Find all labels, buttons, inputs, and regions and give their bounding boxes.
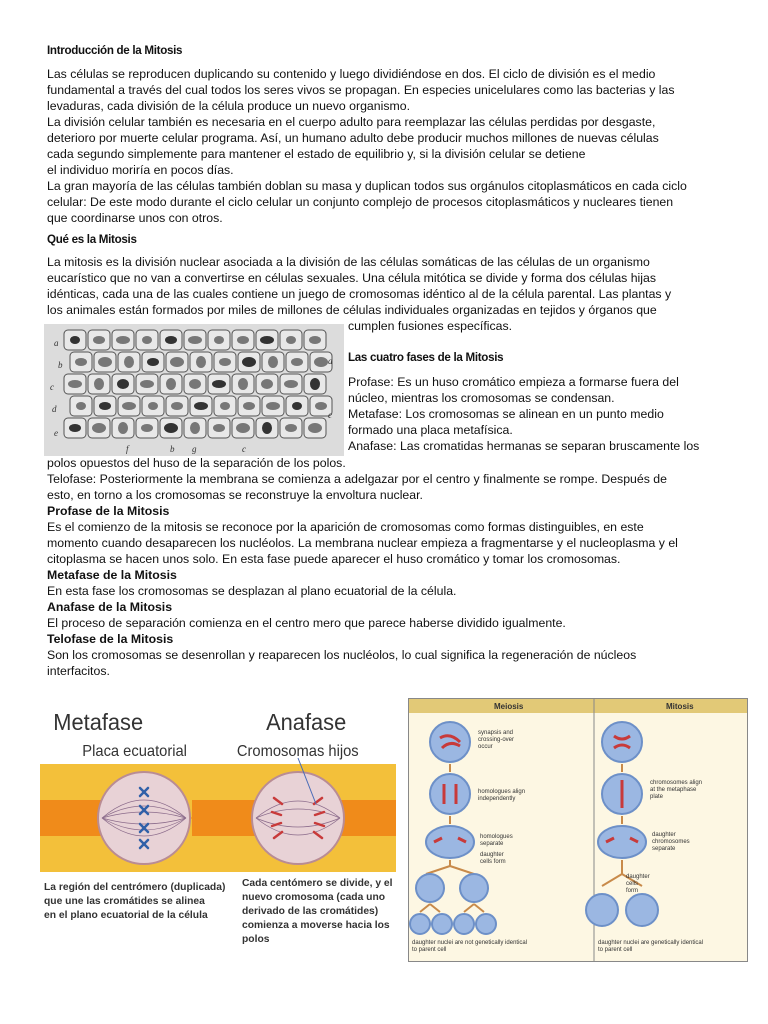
meiosis-note: occur <box>478 744 493 750</box>
tissue-nucleus <box>268 356 278 368</box>
intro-p3-line: La gran mayoría de las células también doblan su masa y duplican todos sus orgánulos citoplasmáticos en cada ciclo <box>47 179 687 193</box>
tissue-nucleus <box>220 402 230 410</box>
tissue-nucleus <box>284 380 298 388</box>
tissue-nucleus <box>213 424 225 432</box>
intro-p2-line: deterioro por muerte celular programa. Así, un humano adulto debe producir muchos millones de nuevas células <box>47 131 659 145</box>
anafase-line: El proceso de separación comienza en el centro mero que parece haberse dividido igualmente. <box>47 616 566 630</box>
meiosis-note: separate <box>480 841 504 847</box>
telofase-title: Telofase de la Mitosis <box>47 632 174 646</box>
tissue-nucleus <box>308 423 322 433</box>
tissue-label: f <box>126 444 129 454</box>
tissue-nucleus <box>266 402 280 410</box>
tissue-label: a <box>54 338 59 348</box>
caption-right-line: derivado de las cromátides) <box>242 906 379 917</box>
what-section <box>47 254 747 318</box>
cell-tissue-figure <box>44 324 344 456</box>
tissue-nucleus <box>314 357 328 367</box>
intro-section <box>47 66 747 226</box>
tissue-nucleus <box>147 358 159 366</box>
tissue-nucleus <box>212 380 226 388</box>
tissue-nucleus <box>285 424 297 432</box>
tissue-nucleus <box>122 402 136 410</box>
anafase-cell <box>252 772 344 864</box>
tissue-nucleus <box>189 379 201 389</box>
tissue-nucleus <box>292 402 302 410</box>
intro-p2-line: el individuo moriría en pocos días. <box>47 163 234 177</box>
tissue-nucleus <box>310 378 320 390</box>
tissue-label: c <box>328 410 332 420</box>
anafase-title: Anafase de la Mitosis <box>47 600 173 614</box>
mitosis-note: daughter <box>626 874 650 880</box>
meiosis-bottom-note: to parent cell <box>412 947 447 953</box>
phases-list <box>348 374 748 454</box>
mitosis-note: chromosomes <box>652 839 690 845</box>
tissue-nucleus <box>124 356 134 368</box>
tissue-nucleus <box>117 379 129 389</box>
tissue-nucleus <box>171 402 183 410</box>
phase-telofase: esto, en torno a los cromosomas se reconstruye la envoltura nuclear. <box>47 488 423 502</box>
tissue-nucleus <box>260 336 274 344</box>
tissue-nucleus <box>194 402 208 410</box>
tissue-nucleus <box>238 378 248 390</box>
caption-right-line: polos <box>242 934 270 945</box>
caption-right-line: comienza a moverse hacia los <box>242 920 390 931</box>
caption-right-line: nuevo cromosoma (cada uno <box>242 892 386 903</box>
tissue-nucleus <box>315 402 327 410</box>
tissue-label: b <box>170 444 175 454</box>
intro-p3-line: celular: De este modo durante el ciclo celular un conjunto complejo de procesos citoplasmáticos y nucleares tienen <box>47 195 674 209</box>
tissue-nucleus <box>68 380 82 388</box>
tissue-nucleus <box>92 423 106 433</box>
tissue-nucleus <box>286 336 296 344</box>
tissue-nucleus <box>148 402 158 410</box>
metafase-cell <box>98 772 190 864</box>
intro-p2-line: La división celular también es necesaria en el cuerpo adulto para reemplazar las células perdidas por desgaste, <box>47 115 656 129</box>
tissue-nucleus <box>291 358 303 366</box>
tissue-cells <box>64 330 332 438</box>
telofase-line: interfacitos. <box>47 664 110 678</box>
meiosis-note: independently <box>478 796 516 802</box>
intro-p1-line: levaduras, cada división de la célula produce un nuevo organismo. <box>47 99 410 113</box>
tissue-nucleus <box>94 378 104 390</box>
what-line: cumplen fusiones específicas. <box>348 319 513 333</box>
tissue-nucleus <box>190 422 200 434</box>
metafase-line: En esta fase los cromosomas se desplazan al plano ecuatorial de la célula. <box>47 584 457 598</box>
intro-title: Introducción de la Mitosis <box>47 44 183 57</box>
phase-metafase: Metafase: Los cromosomas se alinean en un punto medio <box>348 407 664 421</box>
tissue-label: c <box>242 444 246 454</box>
caption-left-line: que une las cromátides se alinea <box>44 896 205 907</box>
tissue-label: g <box>192 444 197 454</box>
tissue-nucleus <box>75 358 87 366</box>
column-meiosis: Meiosis <box>494 702 524 711</box>
tissue-nucleus <box>118 422 128 434</box>
metafase-heading: Metafase <box>53 709 144 736</box>
mitosis-note: form <box>626 888 638 894</box>
phases-continued <box>47 455 747 679</box>
tissue-nucleus <box>70 336 80 344</box>
column-mitosis: Mitosis <box>666 702 694 711</box>
profase-line: citoplasma se hacen unos solo. En esta fase puede aparecer el huso cromático y tomar los cromosomas. <box>47 552 621 566</box>
phase-anafase: Anafase: Las cromatidas hermanas se separan bruscamente los <box>348 439 700 453</box>
phase-profase: Profase: Es un huso cromático empieza a formarse fuera del <box>348 375 679 389</box>
tissue-nucleus <box>142 336 152 344</box>
meiosis-note: synapsis and <box>478 730 514 736</box>
tissue-nucleus <box>243 402 255 410</box>
anafase-heading: Anafase <box>266 709 347 736</box>
tissue-label: a <box>328 356 333 366</box>
meiosis-note: crossing-over <box>478 737 515 743</box>
what-line: eucarístico que no van a convertirse en células sexuales. Una célula mitótica se divide y forma dos células hijas <box>47 271 657 285</box>
what-line: idénticas, cada una de las cuales contiene un juego de cromosomas idéntico al de la célula parental. Las plantas y <box>47 287 672 301</box>
phase-anafase: polos opuestos del huso de la separación de los polos. <box>47 456 346 470</box>
tissue-nucleus <box>262 422 272 434</box>
intro-p2-line: cada segundo simplemente para mantener el estado de equilibrio y, si la división celular se detiene <box>47 147 586 161</box>
profase-line: Es el comienzo de la mitosis se reconoce por la aparición de cromosomas como formas distinguibles, en este <box>47 520 644 534</box>
tissue-nucleus <box>165 336 177 344</box>
tissue-nucleus <box>309 336 321 344</box>
metafase-title: Metafase de la Mitosis <box>47 568 177 582</box>
metafase-anafase-figure <box>40 704 396 974</box>
tissue-nucleus <box>196 356 206 368</box>
tissue-nucleus <box>188 336 202 344</box>
tissue-nucleus <box>237 336 249 344</box>
intro-p3-line: que coordinarse unos con otros. <box>47 211 223 225</box>
meiosis-note: homologues align <box>478 789 526 795</box>
tissue-nucleus <box>76 402 86 410</box>
phases-title: Las cuatro fases de la Mitosis <box>348 351 504 364</box>
mitosis-note: separate <box>652 846 676 852</box>
tissue-nucleus <box>99 402 111 410</box>
tissue-nucleus <box>219 358 231 366</box>
arrow-tail <box>338 800 396 836</box>
profase-title: Profase de la Mitosis <box>47 504 170 518</box>
caption-left-line: en el plano ecuatorial de la célula <box>44 910 208 921</box>
tissue-label: d <box>52 404 57 414</box>
what-line: La mitosis es la división nuclear asociada a la división de las células somáticas de las células de un organismo <box>47 255 650 269</box>
intro-p1-line: fundamental a través del cual todos los seres vivos se propagan. En especies unicelulares como las bacterias y las <box>47 83 675 97</box>
mitosis-bottom-note: daughter nuclei are genetically identical <box>598 940 704 946</box>
meiosis-mitosis-figure <box>408 698 748 962</box>
tissue-nucleus <box>261 379 273 389</box>
caption-right-line: Cada centómero se divide, y el <box>242 878 393 889</box>
tissue-label: c <box>50 382 54 392</box>
tissue-label: b <box>58 360 63 370</box>
tissue-nucleus <box>141 424 153 432</box>
meiosis-note: homologues <box>480 834 513 840</box>
mitosis-note: plate <box>650 794 664 800</box>
meiosis-bottom-note: daughter nuclei are not genetically identical <box>412 940 528 946</box>
tissue-nucleus <box>164 423 178 433</box>
meiosis-note: cells form <box>480 859 506 865</box>
tissue-nucleus <box>236 423 250 433</box>
phase-metafase: formado una placa metafísica. <box>348 423 513 437</box>
tissue-nucleus <box>170 357 184 367</box>
comparison-header <box>409 699 747 713</box>
telofase-line: Son los cromosomas se desenrollan y reaparecen los nucléolos, lo cual significa la regeneración de núcleos <box>47 648 637 662</box>
what-title: Qué es la Mitosis <box>47 233 137 246</box>
phase-telofase: Telofase: Posteriormente la membrana se comienza a adelgazar por el centro y finalmente se rompe. Después de <box>47 472 667 486</box>
mitosis-note: cells <box>626 881 639 887</box>
mitosis-note: daughter <box>652 832 676 838</box>
tissue-nucleus <box>69 424 81 432</box>
tissue-label: e <box>54 428 58 438</box>
tissue-nucleus <box>93 336 105 344</box>
metafase-subheading: Placa ecuatorial <box>82 742 187 761</box>
mitosis-bottom-note: to parent cell <box>598 947 633 953</box>
tissue-nucleus <box>242 357 256 367</box>
tissue-nucleus <box>98 357 112 367</box>
mitosis-note: at the metaphase <box>650 787 697 793</box>
meiosis-note: daughter <box>480 852 504 858</box>
mitosis-note: chromosomes align <box>650 780 703 786</box>
tissue-nucleus <box>166 378 176 390</box>
caption-left-line: La región del centrómero (duplicada) <box>44 882 226 893</box>
tissue-nucleus <box>116 336 130 344</box>
what-line: los animales están formados por miles de millones de células individuales organizadas en tejidos y órganos que <box>47 303 657 317</box>
intro-p1-line: Las células se reproducen duplicando su contenido y luego dividiéndose en dos. El ciclo de división es el medio <box>47 67 656 81</box>
tissue-nucleus <box>214 336 224 344</box>
tissue-nucleus <box>140 380 154 388</box>
anafase-subheading: Cromosomas hijos <box>236 742 359 761</box>
profase-line: momento cuando desaparecen los nucléolos. La membrana nuclear empieza a fragmentarse y el nucleoplasma y el <box>47 536 678 550</box>
phase-profase: núcleo, mientras los cromosomas se condensan. <box>348 391 615 405</box>
